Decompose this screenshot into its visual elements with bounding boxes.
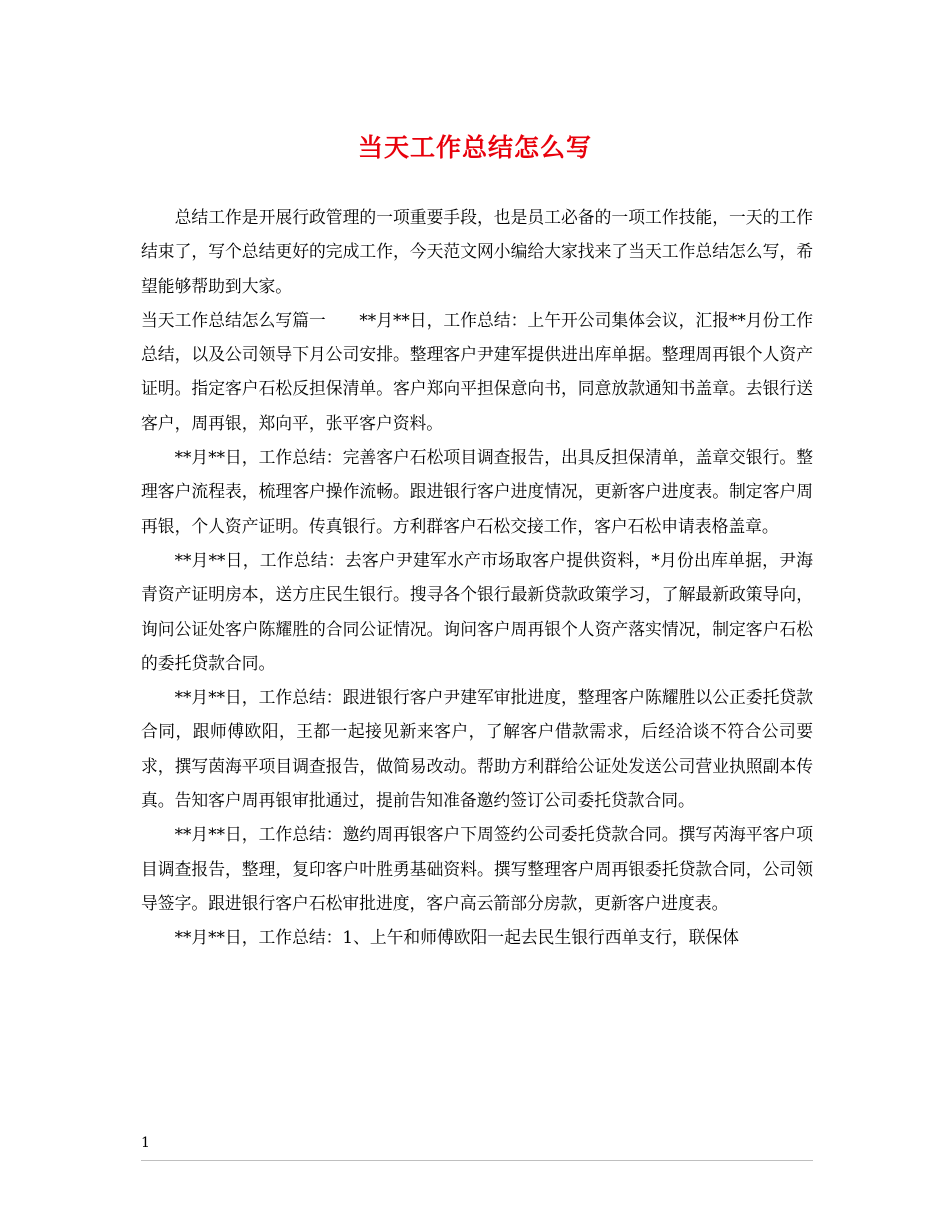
paragraph-intro: 总结工作是开展行政管理的一项重要手段，也是员工必备的一项工作技能，一天的工作结束了，写个总结更好的完成工作，今天范文网小编给大家找来了当天工作总结怎么写，希望能够帮助到大家。	[141, 207, 813, 296]
page-number: 1	[141, 1135, 150, 1151]
paragraph-day-2: **月**日，工作总结：完善客户石松项目调查报告，出具反担保清单，盖章交银行。整理客户流程表，梳理客户操作流畅。跟进银行客户进度情况，更新客户进度表。制定客户周再银，个人资产证明。传真银行。方利群客户石松交接工作，客户石松申请表格盖章。	[141, 447, 813, 536]
footer-divider	[141, 1160, 813, 1161]
paragraph-day-5: **月**日，工作总结：邀约周再银客户下周签约公司委托贷款合同。撰写芮海平客户项目调查报告，整理，复印客户叶胜勇基础资料。撰写整理客户周再银委托贷款合同，公司领导签字。跟进银行客户石松审批进度，客户高云箭部分房款，更新客户进度表。	[141, 824, 813, 913]
paragraph-day-4: **月**日，工作总结：跟进银行客户尹建军审批进度，整理客户陈耀胜以公正委托贷款合同，跟师傅欧阳，王都一起接见新来客户，了解客户借款需求，后经洽谈不符合公司要求，撰写茵海平项目调查报告，做简易改动。帮助方利群给公证处发送公司营业执照副本传真。告知客户周再银审批通过，提前告知准备邀约签订公司委托贷款合同。	[141, 687, 813, 811]
document-title: 当天工作总结怎么写	[357, 133, 592, 162]
paragraph-day-6: **月**日，工作总结：1、上午和师傅欧阳一起去民生银行西单支行，联保体	[174, 927, 740, 948]
paragraph-day-3: **月**日，工作总结：去客户尹建军水产市场取客户提供资料，*月份出库单据，尹海青资产证明房本，送方庄民生银行。搜寻各个银行最新贷款政策学习，了解最新政策导向，询问公证处客户陈耀胜的合同公证情况。询问客户周再银个人资产落实情况，制定客户石松的委托贷款合同。	[141, 549, 813, 673]
document-body	[141, 200, 813, 955]
paragraph-section-one: 当天工作总结怎么写篇一 **月**日，工作总结：上午开公司集体会议，汇报**月份工作总结，以及公司领导下月公司安排。整理客户尹建军提供进出库单据。整理周再银个人资产证明。指定客户石松反担保清单。客户郑向平担保意向书，同意放款通知书盖章。去银行送客户，周再银，郑向平，张平客户资料。	[141, 309, 813, 433]
